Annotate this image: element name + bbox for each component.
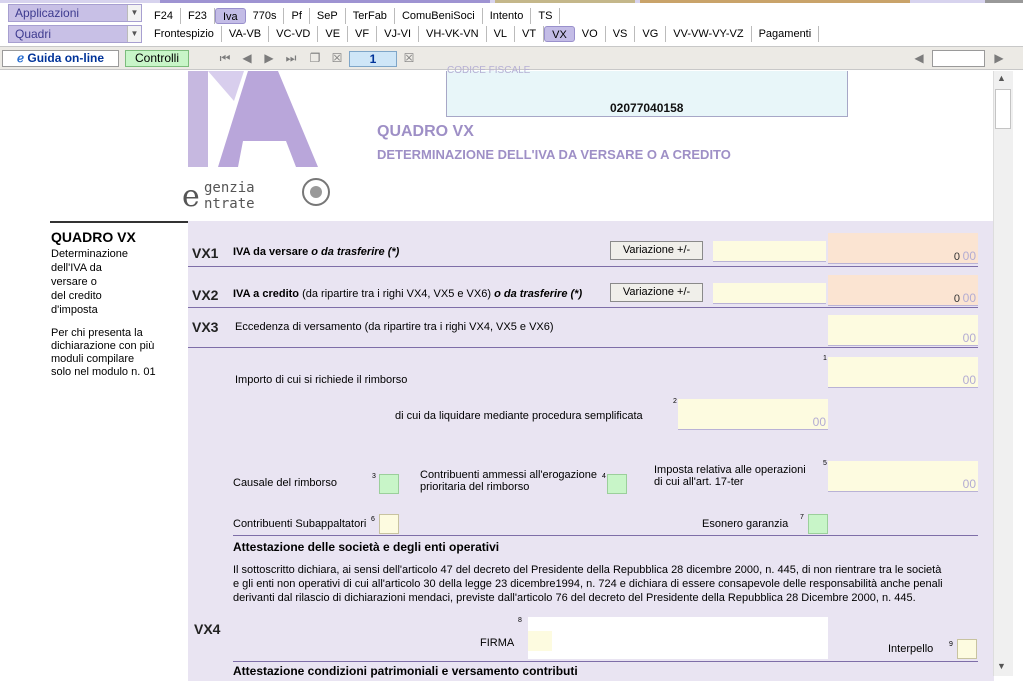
tab2-va-vb[interactable]: VA-VB	[222, 26, 269, 42]
esonero-sup: 7	[800, 514, 804, 521]
tab1-f24[interactable]: F24	[147, 8, 181, 24]
attestazione-text-3: derivanti dal rilascio di dichiarazioni mendaci, previste dall'articolo 76 del decreto del Presidente della Repubblica 28 Dicembre 2000, n. 445.	[233, 592, 916, 604]
page-number[interactable]: 1	[349, 51, 397, 67]
applicazioni-dropdown[interactable]	[8, 4, 142, 22]
quadro-subtitle: DETERMINAZIONE DELL'IVA DA VERSARE O A CREDITO	[377, 147, 731, 162]
delete-page-icon[interactable]: ☒	[331, 51, 343, 65]
attestazione-title: Attestazione delle società e degli enti operativi	[233, 540, 500, 554]
side-note	[51, 327, 181, 379]
scrollbar-thumb[interactable]	[995, 89, 1011, 129]
tabs-row-1	[147, 7, 560, 25]
vx2-label: IVA a credito (da ripartire tra i righi VX4, VX5 e VX6) o da trasferire (*)	[233, 288, 583, 300]
quadri-dropdown[interactable]	[8, 25, 142, 43]
vx3-amount-field[interactable]	[828, 315, 978, 346]
interpello-checkbox[interactable]	[957, 639, 977, 659]
tab2-ve[interactable]: VE	[318, 26, 348, 42]
last-page-icon[interactable]: ⏭	[285, 51, 297, 65]
rimborso-label: Importo di cui si richiede il rimborso	[235, 374, 408, 386]
contribuenti-ammessi-label: Contribuenti ammessi all'erogazione prioritaria del rimborso	[420, 469, 597, 493]
vx2-aux-field[interactable]	[713, 283, 826, 304]
row-divider	[188, 266, 978, 267]
side-note-line: solo nel modulo n. 01	[51, 366, 156, 378]
attestazione-text-1: Il sottoscritto dichiara, ai sensi dell'articolo 47 del decreto del Presidente della Repubblica 28 dicembre 2000, n. 445, di non rientrare tra le società	[233, 564, 942, 576]
firma-sup: 8	[518, 617, 522, 624]
tab2-vh-vk-vn[interactable]: VH-VK-VN	[419, 26, 487, 42]
quadro-title: QUADRO VX	[377, 123, 474, 140]
codice-fiscale-value[interactable]: 02077040158	[610, 101, 684, 115]
guida-label: Guida on-line	[27, 51, 105, 65]
tab2-vt[interactable]: VT	[515, 26, 544, 42]
firma-checkbox[interactable]	[528, 631, 552, 651]
causale-checkbox[interactable]	[379, 474, 399, 494]
tab2-frontespizio[interactable]: Frontespizio	[147, 26, 222, 42]
chevron-down-icon[interactable]: ▼	[127, 5, 141, 21]
imposta-rel-sup: 5	[823, 460, 827, 467]
vx2-amount-field[interactable]	[828, 275, 978, 306]
row-divider	[188, 347, 978, 348]
iva-logo	[188, 71, 328, 171]
tab1-pf[interactable]: Pf	[284, 8, 309, 24]
rimborso-cents: 00	[962, 373, 976, 387]
vx1-value: 0	[953, 251, 960, 263]
vx2-value: 0	[953, 293, 960, 305]
vx4-code: VX4	[194, 621, 221, 637]
semplificata-cents: 00	[812, 415, 826, 429]
svg-text:e: e	[182, 179, 200, 214]
tab1-sep[interactable]: SeP	[310, 8, 346, 24]
guida-online-button[interactable]	[2, 50, 119, 67]
delete-module-icon[interactable]: ☒	[403, 51, 415, 65]
imposta-rel-cents: 00	[962, 477, 976, 491]
vx2-code: VX2	[192, 287, 219, 303]
firma-area	[528, 617, 828, 659]
row-divider	[233, 535, 978, 536]
side-note-line: moduli compilare	[51, 353, 135, 365]
tab2-vc-vd[interactable]: VC-VD	[269, 26, 318, 42]
vx2-cents: 00	[962, 291, 976, 305]
vx1-amount-field[interactable]	[828, 233, 978, 264]
imposta-rel-label: Imposta relativa alle operazioni di cui all'art. 17-ter	[654, 464, 806, 488]
prev-page-icon[interactable]: ◀	[242, 51, 252, 65]
codice-fiscale-box	[446, 65, 848, 117]
side-desc-line: d'imposta	[51, 304, 98, 316]
ie-icon: ℯ	[16, 51, 28, 65]
rimborso-field[interactable]	[828, 357, 978, 388]
vx1-cents: 00	[962, 249, 976, 263]
side-desc-line: dell'IVA da	[51, 262, 102, 274]
chevron-down-icon[interactable]: ▼	[127, 26, 141, 42]
semplificata-sup: 2	[673, 398, 677, 405]
contribuenti-ammessi-checkbox[interactable]	[607, 474, 627, 494]
tab1-terfab[interactable]: TerFab	[346, 8, 395, 24]
scroll-left-icon[interactable]: ◀	[914, 51, 924, 65]
attestazione2-title: Attestazione condizioni patrimoniali e versamento contributi	[233, 664, 578, 678]
next-page-icon[interactable]: ▶	[264, 51, 274, 65]
causale-sup: 3	[372, 473, 376, 480]
tab2-vj-vi[interactable]: VJ-VI	[377, 26, 419, 42]
esonero-checkbox[interactable]	[808, 514, 828, 534]
scroll-up-icon[interactable]: ▲	[997, 73, 1006, 83]
tab2-vo[interactable]: VO	[575, 26, 606, 42]
applicazioni-label: Applicazioni	[15, 6, 80, 20]
tab1-ts[interactable]: TS	[531, 8, 560, 24]
tab1-comubenisoci[interactable]: ComuBeniSoci	[395, 8, 483, 24]
form-page	[2, 65, 992, 678]
subappaltatori-sup: 6	[371, 516, 375, 523]
tab2-vl[interactable]: VL	[487, 26, 515, 42]
side-note-line: dichiarazione con più	[51, 340, 155, 352]
contribuenti-ammessi-sup: 4	[602, 473, 606, 480]
side-desc-line: del credito	[51, 290, 102, 302]
tab2-vv-vw-vy-vz[interactable]: VV-VW-VY-VZ	[666, 26, 751, 42]
search-field[interactable]	[932, 50, 985, 67]
side-description	[51, 247, 181, 317]
subappaltatori-label: Contribuenti Subappaltatori	[233, 518, 367, 530]
side-desc-line: Determinazione	[51, 248, 129, 260]
copy-page-icon[interactable]: ❐	[309, 51, 321, 65]
scroll-down-icon[interactable]: ▼	[997, 661, 1006, 671]
vx2-button-label: Variazione +/-	[622, 286, 691, 298]
vx3-cents: 00	[962, 331, 976, 345]
tab2-vx[interactable]: VX	[544, 26, 575, 42]
interpello-label: Interpello	[888, 643, 934, 655]
vx1-variazione-button[interactable]	[610, 241, 703, 260]
quadri-label: Quadri	[15, 27, 52, 41]
causale-label: Causale del rimborso	[233, 477, 337, 489]
svg-text:ntrate: ntrate	[204, 196, 255, 212]
subappaltatori-checkbox[interactable]	[379, 514, 399, 534]
imposta-rel-field[interactable]	[828, 461, 978, 492]
semplificata-field[interactable]	[678, 399, 828, 430]
esonero-label: Esonero garanzia	[702, 518, 789, 530]
vx2-variazione-button[interactable]	[610, 283, 703, 302]
vx1-aux-field[interactable]	[713, 241, 826, 262]
tab1-iva[interactable]: Iva	[215, 8, 246, 24]
tab1-intento[interactable]: Intento	[483, 8, 532, 24]
attestazione-text-2: e gli enti non operativi di cui all'articolo 30 della legge 23 dicembre1994, n. 724 e dichiara di essere consapevole delle responsabilità anche penali	[233, 578, 943, 590]
side-desc-line: versare o	[51, 276, 97, 288]
interpello-sup: 9	[949, 641, 953, 648]
tab2-vf[interactable]: VF	[348, 26, 377, 42]
vx1-label: IVA da versare o da trasferire (*)	[233, 246, 400, 258]
tabs-row-2	[147, 25, 819, 43]
controlli-button[interactable]	[125, 50, 189, 67]
firma-label: FIRMA	[480, 637, 515, 649]
vx1-button-label: Variazione +/-	[622, 244, 691, 256]
tab1-f23[interactable]: F23	[181, 8, 215, 24]
vx3-code: VX3	[192, 319, 219, 335]
tab2-pagamenti[interactable]: Pagamenti	[752, 26, 820, 42]
agenzia-entrate-logo	[182, 174, 332, 214]
tab1-770s[interactable]: 770s	[246, 8, 285, 24]
row-divider	[233, 661, 978, 662]
side-note-line: Per chi presenta la	[51, 327, 143, 339]
top-strip	[0, 0, 1023, 3]
svg-text:genzia: genzia	[204, 180, 255, 196]
tab2-vg[interactable]: VG	[635, 26, 666, 42]
controlli-label: Controlli	[134, 51, 179, 65]
first-page-icon[interactable]: ⏮	[219, 51, 231, 65]
vertical-scrollbar[interactable]	[993, 71, 1013, 676]
tab2-vs[interactable]: VS	[606, 26, 636, 42]
row-divider	[188, 307, 978, 308]
semplificata-label: di cui da liquidare mediante procedura semplificata	[395, 410, 643, 422]
vx1-code: VX1	[192, 245, 219, 261]
rimborso-sup: 1	[823, 355, 827, 362]
scroll-right-icon[interactable]: ▶	[994, 51, 1004, 65]
codice-fiscale-label: CODICE FISCALE	[447, 65, 531, 76]
vx3-label: Eccedenza di versamento (da ripartire tra i righi VX4, VX5 e VX6)	[235, 321, 554, 333]
side-title: QUADRO VX	[51, 229, 136, 245]
